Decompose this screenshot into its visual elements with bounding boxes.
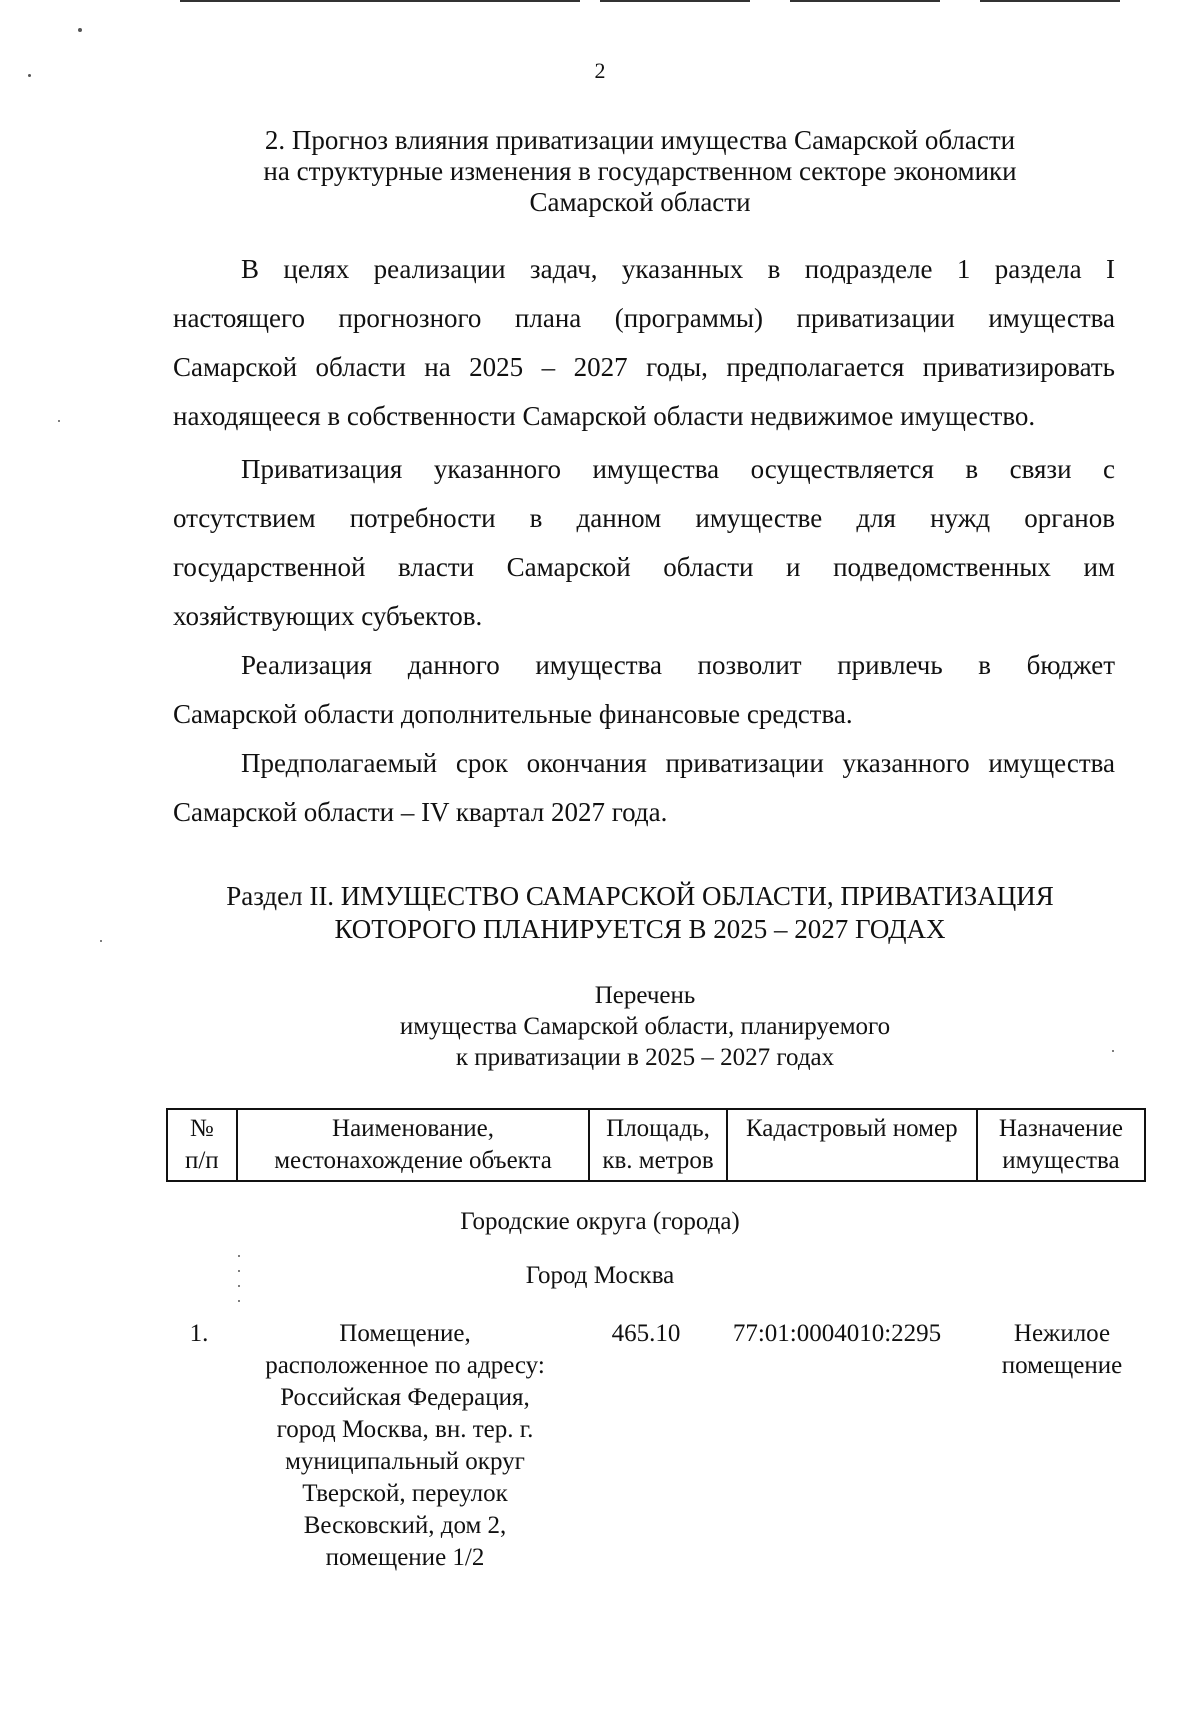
property-table-header: [166, 1108, 1146, 1182]
forecast-heading-line: 2. Прогноз влияния приватизации имущества Самарской области: [264, 125, 1016, 155]
scan-speck: [100, 940, 102, 942]
list-title-line: Перечень: [594, 982, 696, 1009]
section-heading-line: Раздел II. ИМУЩЕСТВО САМАРСКОЙ ОБЛАСТИ, ПРИВАТИЗАЦИЯ: [226, 881, 1054, 911]
scan-edge-line: [600, 0, 750, 2]
paragraph-deadline: [173, 739, 1115, 837]
scan-edge-line: [180, 0, 580, 2]
column-header-line: имущества: [1002, 1147, 1120, 1174]
row-purpose-line: Нежилое: [1013, 1320, 1111, 1347]
forecast-heading-line: Самарской области: [529, 187, 751, 217]
scan-speck: [58, 420, 60, 422]
column-header-line: Площадь,: [606, 1115, 710, 1142]
paragraph-line: Самарской области на 2025 – 2027 годы, предполагается приватизировать: [173, 352, 1115, 382]
scan-edge-line: [980, 0, 1120, 2]
section-heading-line: КОТОРОГО ПЛАНИРУЕТСЯ В 2025 – 2027 ГОДАХ: [334, 914, 946, 944]
column-header-line: Кадастровый номер: [745, 1115, 958, 1142]
group-label: Городские округа (города): [460, 1208, 740, 1235]
row-name-line: Российская Федерация,: [280, 1384, 530, 1411]
list-title-line: имущества Самарской области, планируемого: [399, 1013, 891, 1040]
column-header-purpose: [977, 1109, 1145, 1181]
paragraph-line: Приватизация указанного имущества осуществляется в связи с: [241, 454, 1115, 484]
paragraph-line: Предполагаемый срок окончания приватизации указанного имущества: [241, 748, 1115, 778]
list-title-line: к приватизации в 2025 – 2027 годах: [455, 1044, 835, 1071]
column-header-line: местонахождение объекта: [274, 1147, 552, 1174]
column-header-name: [237, 1109, 590, 1181]
list-title: [300, 980, 990, 1073]
forecast-heading: [160, 125, 1120, 218]
row-cadastral-number: 77:01:0004010:2295: [732, 1320, 942, 1347]
paragraph-goals: [173, 245, 1115, 441]
row-name-line: Помещение,: [339, 1320, 471, 1347]
column-header-line: кв. метров: [602, 1147, 714, 1174]
scan-speck: [238, 1255, 240, 1257]
paragraph-line: Реализация данного имущества позволит привлечь в бюджет: [241, 650, 1115, 680]
row-name: [232, 1318, 578, 1574]
column-header-area: [589, 1109, 726, 1181]
subgroup-label: Город Москва: [525, 1262, 675, 1289]
row-name-line: Тверской, переулок: [302, 1480, 508, 1507]
table-header-row: [167, 1109, 1145, 1181]
paragraph-line: отсутствием потребности в данном имуществе для нужд органов: [173, 503, 1115, 533]
paragraph-line: хозяйствующих субъектов.: [173, 601, 483, 631]
scan-speck: [1112, 1050, 1114, 1052]
paragraph-reason: [173, 445, 1115, 641]
paragraph-line: Самарской области – IV квартал 2027 года.: [173, 797, 668, 827]
row-name-line: Весковский, дом 2,: [303, 1512, 507, 1539]
row-name-line: расположенное по адресу:: [265, 1352, 545, 1379]
paragraph-line: Самарской области дополнительные финансовые средства.: [173, 699, 853, 729]
column-header-line: Наименование,: [332, 1115, 495, 1142]
scan-speck: [238, 1300, 240, 1302]
paragraph-budget: [173, 641, 1115, 739]
row-number: 1.: [189, 1320, 209, 1347]
row-purpose: [978, 1318, 1146, 1382]
forecast-heading-line: на структурные изменения в государственном секторе экономики: [263, 156, 1017, 186]
row-name-line: муниципальный округ: [285, 1448, 525, 1475]
paragraph-line: государственной власти Самарской области и подведомственных им: [173, 552, 1115, 582]
row-area: 465.10: [611, 1320, 681, 1347]
row-name-line: помещение 1/2: [325, 1544, 485, 1571]
scan-edge-line: [790, 0, 940, 2]
paragraph-line: находящееся в собственности Самарской области недвижимое имущество.: [173, 401, 1036, 431]
section-heading: [150, 880, 1130, 946]
column-header-line: Назначение: [998, 1115, 1123, 1142]
column-header-line: №: [189, 1115, 214, 1142]
row-name-line: город Москва, вн. тер. г.: [276, 1416, 534, 1443]
page-number: 2: [594, 58, 606, 83]
column-header-line: п/п: [184, 1147, 219, 1174]
scan-speck: [78, 28, 82, 32]
paragraph-line: В целях реализации задач, указанных в подразделе 1 раздела I: [241, 254, 1115, 284]
column-header-number: [167, 1109, 237, 1181]
paragraph-line: настоящего прогнозного плана (программы) приватизации имущества: [173, 303, 1115, 333]
column-header-cadastral: [727, 1109, 977, 1181]
row-purpose-line: помещение: [1001, 1352, 1123, 1379]
